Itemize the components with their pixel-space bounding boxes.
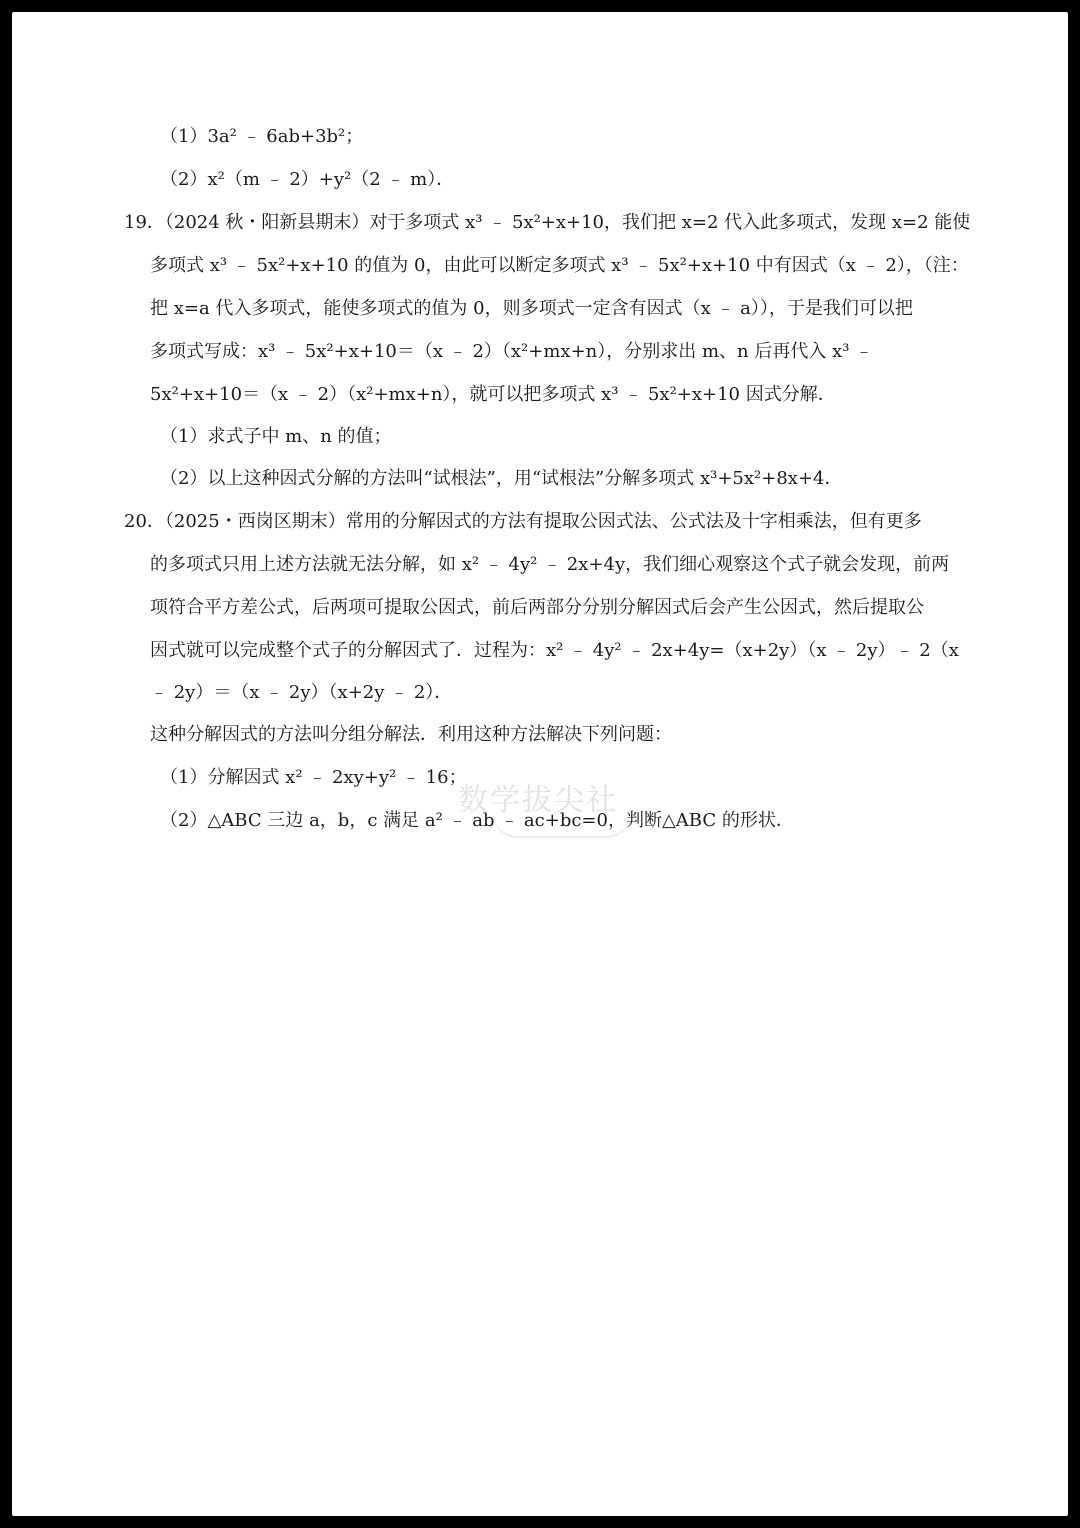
problem20-line4: 因式就可以完成整个式子的分解因式了．过程为：x² ﹣ 4y² ﹣ 2x+4y=（x+2y）（x ﹣ 2y）﹣ 2（x: [150, 640, 959, 661]
watermark: 数学拔尖社: [458, 783, 618, 818]
problem20-line1: 20．（2025・西岗区期末）常用的分解因式的方法有提取公因式法、公式法及十字相乘法，但有更多: [124, 511, 922, 532]
problem20-item2: （2）△ABC 三边 a，b，c 满足 a² ﹣ ab ﹣ ac+bc=0，判断△ABC 的形状．: [160, 810, 794, 831]
problem19-line4: 多项式写成：x³ ﹣ 5x²+x+10＝（x ﹣ 2）（x²+mx+n），分别求出 m、n 后再代入 x³ ﹣: [150, 341, 874, 362]
problem20-line5: ﹣ 2y）＝（x ﹣ 2y）（x+2y ﹣ 2）．: [150, 682, 453, 703]
problem20-item1: （1）分解因式 x² ﹣ 2xy+y² ﹣ 16；: [160, 767, 467, 788]
problem18-item2: （2）x²（m ﹣ 2）+y²（2 ﹣ m）．: [160, 169, 455, 190]
problem20-line3: 项符合平方差公式，后两项可提取公因式，前后两部分分别分解因式后会产生公因式，然后提取公: [150, 597, 924, 618]
problem20-line2: 的多项式只用上述方法就无法分解，如 x² ﹣ 4y² ﹣ 2x+4y，我们细心观察这个式子就会发现，前两: [150, 554, 950, 575]
problem20-line6: 这种分解因式的方法叫分组分解法．利用这种方法解决下列问题：: [150, 724, 672, 745]
watermark-swash: [492, 812, 632, 838]
problem19-line5: 5x²+x+10＝（x ﹣ 2）（x²+mx+n），就可以把多项式 x³ ﹣ 5x²+x+10 因式分解．: [150, 384, 836, 405]
document-page: [12, 12, 1068, 1516]
problem19-item2: （2）以上这种因式分解的方法叫“试根法”，用“试根法”分解多项式 x³+5x²+8x+4．: [160, 468, 843, 489]
problem19-line3: 把 x=a 代入多项式，能使多项式的值为 0，则多项式一定含有因式（x ﹣ a）），于是我们可以把: [150, 298, 913, 319]
problem18-item1: （1）3a² ﹣ 6ab+3b²；: [160, 126, 364, 147]
problem19-line2: 多项式 x³ ﹣ 5x²+x+10 的值为 0，由此可以断定多项式 x³ ﹣ 5x²+x+10 中有因式（x ﹣ 2），（注：: [150, 255, 969, 276]
problem19-line1: 19．（2024 秋・阳新县期末）对于多项式 x³ ﹣ 5x²+x+10，我们把 x=2 代入此多项式，发现 x=2 能使: [124, 212, 971, 233]
problem19-item1: （1）求式子中 m、n 的值；: [160, 426, 392, 447]
